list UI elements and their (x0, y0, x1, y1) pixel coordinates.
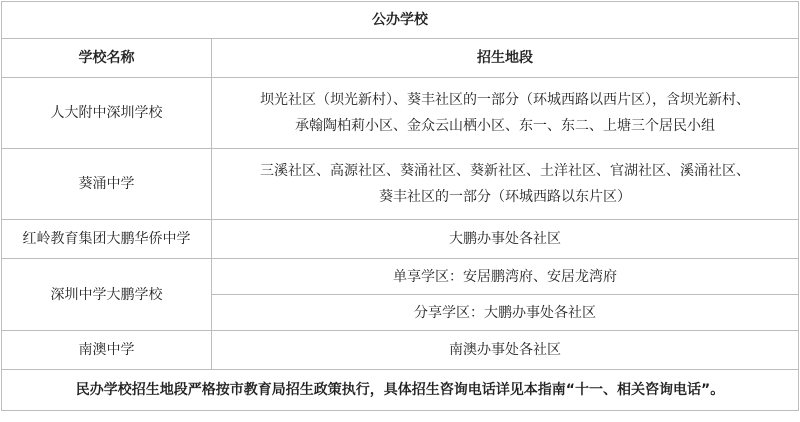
school-name-cell: 南澳中学 (2, 331, 212, 370)
school-name-cell: 深圳中学大鹏学校 (2, 259, 212, 331)
zone-cell (212, 149, 799, 220)
table-row (2, 149, 799, 220)
school-name-cell: 人大附中深圳学校 (2, 78, 212, 149)
table-row (2, 259, 799, 295)
footnote: 民办学校招生地段严格按市教育局招生政策执行，具体招生咨询电话详见本指南“十一、相关咨询电话”。 (2, 370, 799, 411)
table-title-row (2, 2, 799, 39)
zone-cell: 单享学区：安居鹏湾府、安居龙湾府 (212, 259, 799, 295)
table-row (2, 220, 799, 259)
zone-cell: 南澳办事处各社区 (212, 331, 799, 370)
table-header-row (2, 39, 799, 78)
header-school-name: 学校名称 (2, 39, 212, 78)
zone-line: 葵丰社区的一部分（环城西路以东片区） (379, 189, 631, 205)
zone-cell: 分享学区：大鹏办事处各社区 (212, 295, 799, 331)
zone-cell (212, 78, 799, 149)
zone-line: 承翰陶柏莉小区、金众云山栖小区、东一、东二、上塘三个居民小组 (295, 118, 715, 134)
enrollment-table (1, 1, 799, 411)
header-enrollment-zone: 招生地段 (212, 39, 799, 78)
school-name-cell: 葵涌中学 (2, 149, 212, 220)
table-row (2, 331, 799, 370)
zone-line: 坝光社区（坝光新村）、葵丰社区的一部分（环城西路以西片区），含坝光新村、 (260, 92, 750, 108)
zone-cell: 大鹏办事处各社区 (212, 220, 799, 259)
footnote-row (2, 370, 799, 411)
table-row (2, 78, 799, 149)
zone-line: 三溪社区、高源社区、葵涌社区、葵新社区、土洋社区、官湖社区、溪涌社区、 (260, 163, 750, 179)
table-title: 公办学校 (2, 2, 799, 39)
school-name-cell: 红岭教育集团大鹏华侨中学 (2, 220, 212, 259)
